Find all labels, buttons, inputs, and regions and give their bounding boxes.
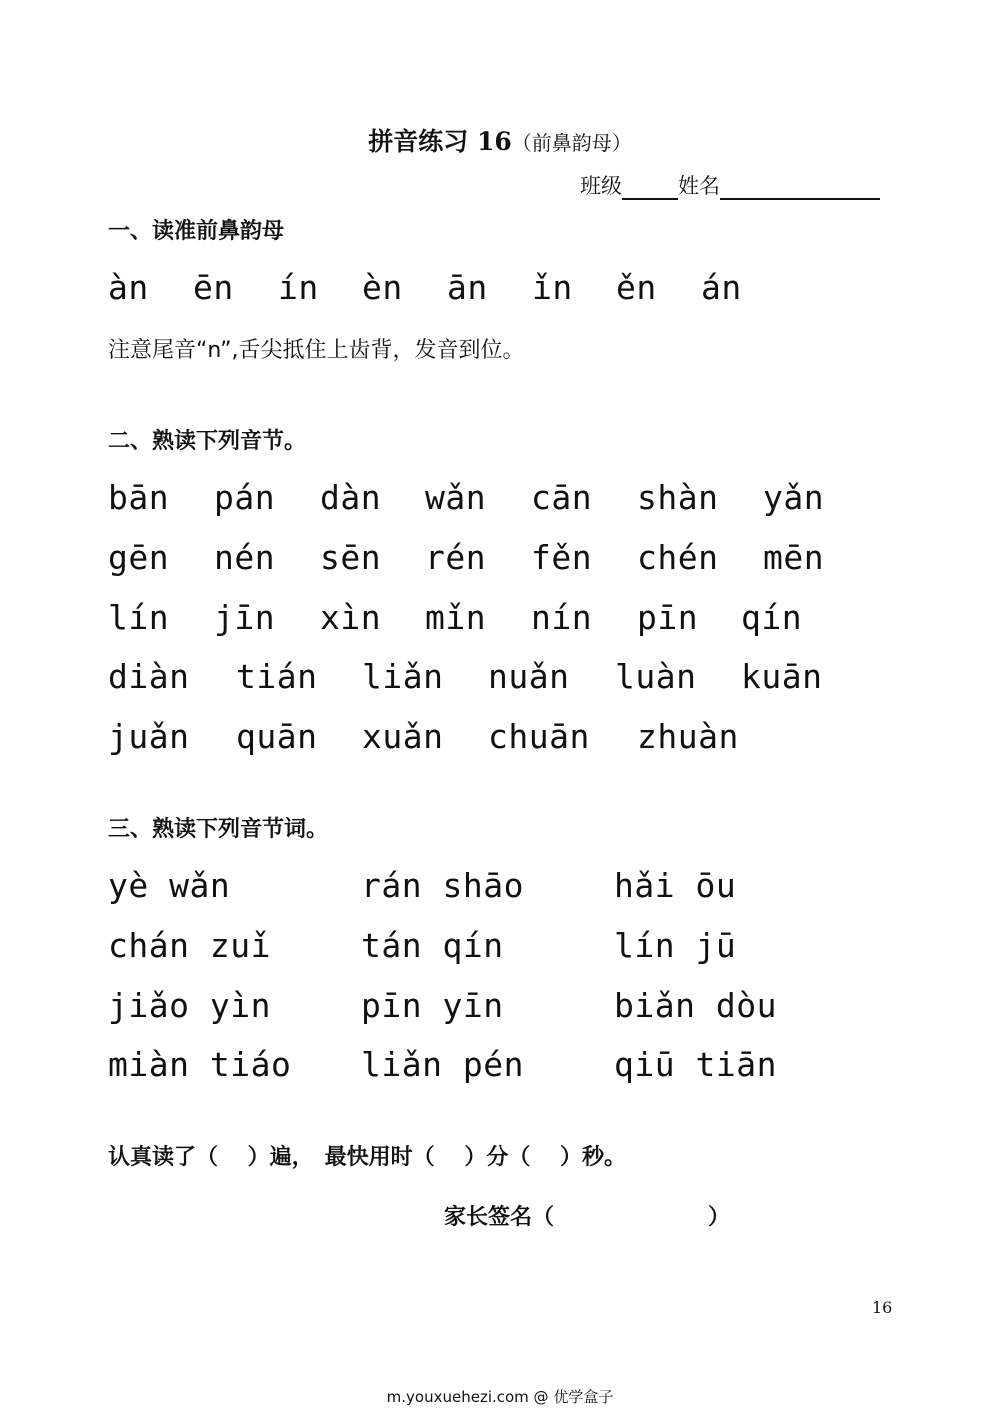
word: rán shāo: [361, 866, 524, 905]
syllable: juǎn: [108, 717, 190, 756]
syllable: gēn: [108, 538, 170, 577]
class-label: 班级: [580, 174, 622, 198]
section2-row: [108, 478, 908, 522]
syllable: ěn: [616, 268, 657, 307]
page-number: 16: [872, 1298, 893, 1317]
read-count-line: 认真读了（ ）遍， 最快用时（ ）分（ ）秒。: [108, 1145, 626, 1170]
syllable: ēn: [193, 268, 234, 307]
name-blank[interactable]: [720, 174, 880, 200]
word: yè wǎn: [108, 866, 231, 905]
syllable: pán: [214, 478, 276, 517]
section2-row: [108, 598, 908, 642]
syllable: ān: [447, 268, 488, 307]
syllable: kuān: [741, 657, 823, 696]
syllable: fěn: [531, 538, 593, 577]
syllable: chén: [637, 538, 719, 577]
title-main: 拼音练习 16: [368, 127, 512, 156]
syllable: cān: [531, 478, 593, 517]
syllable: án: [701, 268, 742, 307]
syllable: xìn: [320, 598, 382, 637]
syllable: nén: [214, 538, 276, 577]
syllable: sēn: [320, 538, 382, 577]
section2-row: [108, 538, 908, 582]
section1-note: 注意尾音“n”,舌尖抵住上齿背，发音到位。: [108, 338, 525, 363]
word: chán zuǐ: [108, 926, 271, 965]
syllable: luàn: [615, 657, 697, 696]
word: jiǎo yìn: [108, 986, 271, 1025]
syllable: quān: [236, 717, 318, 756]
syllable: liǎn: [362, 657, 444, 696]
syllable: shàn: [637, 478, 719, 517]
section3-heading: 三、熟读下列音节词。: [108, 817, 329, 842]
word: hǎi ōu: [614, 866, 737, 905]
syllable: qín: [741, 598, 803, 637]
section2-row: [108, 717, 908, 761]
word: qiū tiān: [614, 1045, 777, 1084]
word: biǎn dòu: [614, 986, 777, 1025]
name-label: 姓名: [678, 174, 720, 198]
section2-row: [108, 657, 908, 701]
section2-heading: 二、熟读下列音节。: [108, 429, 307, 454]
word: miàn tiáo: [108, 1045, 292, 1084]
syllable: mēn: [763, 538, 825, 577]
syllable: tián: [236, 657, 318, 696]
section3-row: [108, 926, 908, 970]
syllable: yǎn: [763, 478, 825, 517]
title-subtitle: （前鼻韵母）: [511, 131, 632, 155]
word: tán qín: [361, 926, 504, 965]
syllable: èn: [362, 268, 403, 307]
syllable: xuǎn: [362, 717, 444, 756]
page-title: [0, 122, 1000, 158]
syllable: ín: [278, 268, 319, 307]
syllable: jīn: [214, 598, 276, 637]
syllable: diàn: [108, 657, 190, 696]
syllable: wǎn: [425, 478, 487, 517]
syllable: zhuàn: [637, 717, 739, 756]
section1-syllables: [108, 268, 908, 312]
section3-row: [108, 986, 908, 1030]
syllable: nuǎn: [488, 657, 570, 696]
syllable: pīn: [637, 598, 699, 637]
syllable: dàn: [320, 478, 382, 517]
section3-row: [108, 866, 908, 910]
syllable: chuān: [488, 717, 590, 756]
syllable: lín: [108, 598, 170, 637]
class-name-line: [580, 170, 880, 200]
class-blank[interactable]: [622, 174, 678, 200]
website-footer: m.youxuehezi.com @ 优学盒子: [386, 1388, 614, 1406]
parent-signature-line: 家长签名（ ）: [444, 1205, 731, 1230]
word: liǎn pén: [361, 1045, 524, 1084]
syllable: bān: [108, 478, 170, 517]
syllable: ǐn: [532, 268, 573, 307]
syllable: àn: [108, 268, 149, 307]
word: lín jū: [614, 926, 737, 965]
word: pīn yīn: [361, 986, 504, 1025]
syllable: rén: [425, 538, 487, 577]
section3-row: [108, 1045, 908, 1089]
syllable: mǐn: [425, 598, 487, 637]
syllable: nín: [531, 598, 593, 637]
section1-heading: 一、读准前鼻韵母: [108, 219, 285, 244]
